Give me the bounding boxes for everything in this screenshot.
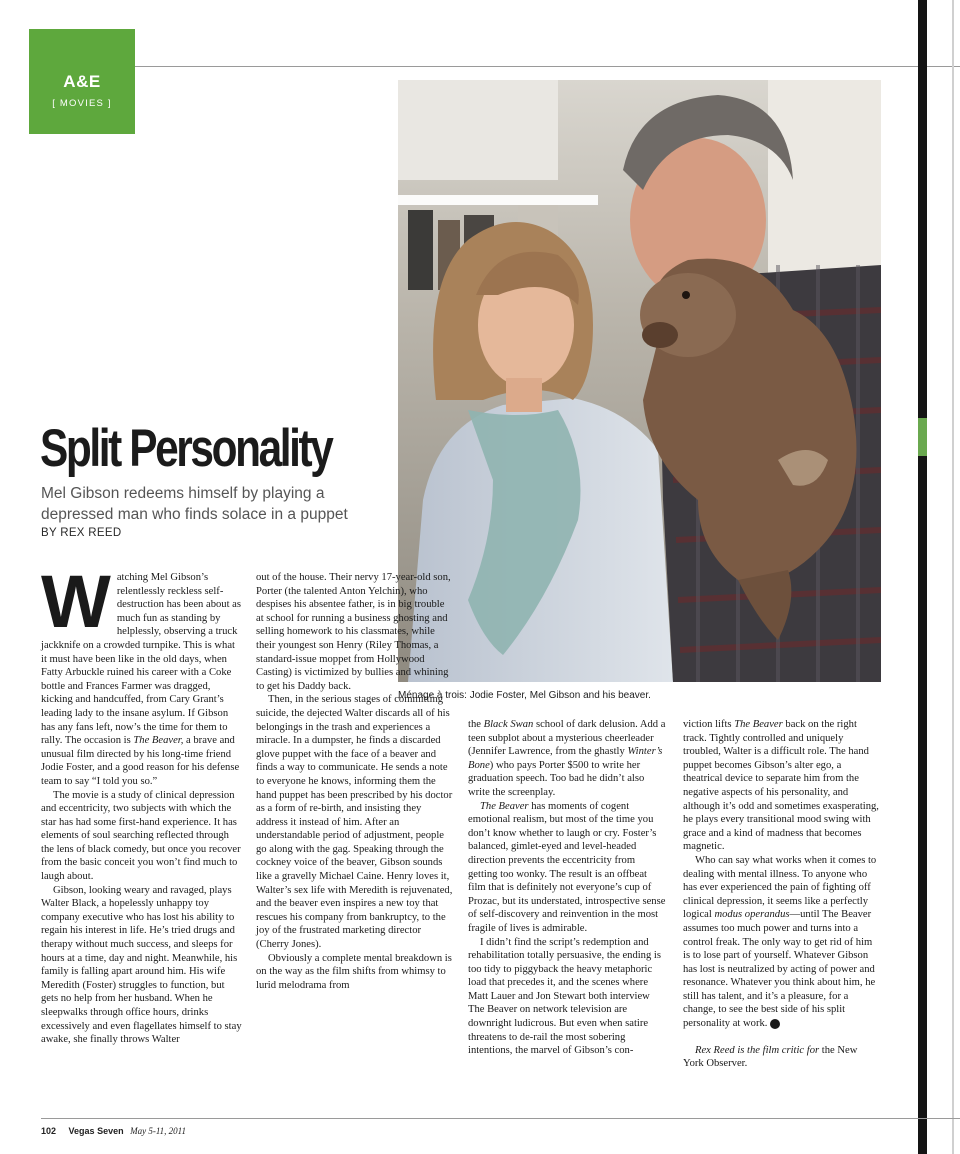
paragraph: Gibson, looking weary and ravaged, plays Walter Black, a hopelessly unhappy toy company executive who has lost his ability to regain his interest in life. He’s tried drugs and therapy without much success, and sleeps for hours at a time, day and night. Meanwhile, his family is falling apart around him. His wife Meredith (Foster) struggles to function, but gets no help from her husband. When he sleepwalks through office hours, drinks excessively and even flagellates himself to stay awake, she finally throws Walter (41, 884, 242, 1046)
page-number: 102 (41, 1126, 57, 1136)
paragraph: the Black Swan school of dark delusion. Add a teen subplot about a mysterious cheerleader (Jennifer Lawrence, from the ghastly Winter’s Bone) who pays Porter $500 to write her graduation speech. Too bad he didn’t also write the screenplay. (468, 719, 666, 798)
page-edge-line (952, 0, 954, 1154)
paragraph: Obviously a complete mental breakdown is on the way as the film shifts from whimsy to lurid melodrama from (256, 952, 452, 991)
paragraph: viction lifts The Beaver back on the right track. Tightly controlled and uniquely troubled, Walter is a difficult role. The hand puppet becomes Gibson’s alter ego, a theatrical device to separate him from the negative aspects of his personality, and although it’s odd and sometimes exasperating, he plays every transitional mood swing with grace and a kind of madness that becomes magnetic. (683, 719, 879, 853)
article-column-3 (468, 718, 666, 1058)
section-tab (29, 29, 135, 134)
author-note: Rex Reed is the film critic for the New York Observer. (683, 1044, 858, 1070)
article-column-4 (683, 718, 880, 1071)
section-label: A&E (63, 72, 101, 91)
article-photo (398, 80, 881, 682)
paragraph: The movie is a study of clinical depression and eccentricity, two subjects with which the star has had some first-hand experience. It has elements of soul searching reflected through the lens of black comedy, but once you recover from the basic conceit you won’t find much to laugh about. (41, 789, 241, 883)
section-sublabel: [ MOVIES ] (52, 98, 112, 109)
magazine-name: Vegas Seven (68, 1126, 124, 1136)
paragraph: Who can say what works when it comes to dealing with mental illness. To anyone who has ever experienced the pain of fighting off clinical depression, it seems like a perfectly logical modus operandus—until The Beaver assumes too much power and turns into a control freak. The only way to get rid of him is to lose part of yourself. Whatever Gibson has lost is neutralized by acting of power and resonance. Whatever you think about him, he still has talent, and it’s a pleasure, for a change, to see the best side of his split personality at work. 7 (683, 854, 877, 1030)
page-edge-marker (918, 418, 927, 456)
drop-cap: W (41, 560, 111, 643)
paragraph: Watching Mel Gibson’s relentlessly reckless self-destruction has been about as much fun as standing by helplessly, observing a truck jackknife on a crowded turnpike. This is what it must have been like in the old days, when Fatty Arbuckle ruined his career with a Coke bottle and Frances Farmer was dragged, kicking and handcuffed, from Cary Grant’s leading lady to the insane asylum. If Gibson has any fans left, now’s the time for them to rally. The occasion is The Beaver, a brave and unusual film directed by his long-time friend Jodie Foster, and a good reason for his defense team to say “I told you so.” (41, 560, 242, 787)
issue-date: May 5-11, 2011 (130, 1126, 187, 1136)
paragraph: I didn’t find the script’s redemption and rehabilitation totally persuasive, the ending is too tidy to piggyback the heavy metaphoric load that precedes it, and the scenes where Matt Lauer and Jon Stewart both interview The Beaver on network television are downright ludicrous. But even when satire threatens to de-rail the most sobering intentions, the marvel of Gibson’s con- (468, 936, 661, 1057)
footer-rule (41, 1118, 960, 1119)
article-column-2 (256, 571, 454, 992)
byline: BY REX REED (41, 527, 122, 539)
dek: Mel Gibson redeems himself by playing a depressed man who finds solace in a puppet (41, 485, 348, 523)
paragraph: Then, in the serious stages of committing suicide, the dejected Walter discards all of his belongings in the trash and experiences a miracle. In a dumpster, he finds a discarded glove puppet with the face of a beaver and finds a way to communicate. He sends a note to everyone he knows, informing them the hand puppet has been prescribed by his doctor as a form of re-birth, and insisting they address it instead of him. After an understandable period of adjustment, people go along with the gag. Speaking through the cockney voice of the beaver, Gibson sounds like a gravelly Michael Caine. Henry loves it, Walter’s sex life with Meredith is rejuvenated, and the beaver even inspires a new toy that rescues his company from bankruptcy, to the joy of the frustrated marketing director (Cherry Jones). (256, 694, 453, 951)
end-mark-icon: 7 (770, 1019, 780, 1029)
photo-caption: Ménage à trois: Jodie Foster, Mel Gibson and his beaver. (398, 690, 651, 701)
article-column-1 (41, 560, 242, 1047)
page-footer (41, 1126, 186, 1136)
paragraph: The Beaver has moments of cogent emotional realism, but most of the time you don’t know whether to laugh or cry. Foster’s balanced, gimlet-eyed and level-headed direction prevents the eccentricity from getting too wonky. The result is an offbeat film that is definitely not everyone’s cup of Prozac, but its understated, introspective sense of self-discovery and reinvention in the most fragile of lives is admirable. (468, 800, 666, 934)
page-edge-bar (918, 0, 927, 1154)
top-rule (134, 66, 960, 67)
headline: Split Personality (40, 419, 332, 478)
paragraph: out of the house. Their nervy 17-year-old son, Porter (the talented Anton Yelchin), who despises his absentee father, is in big trouble at school for running a business ghosting and selling homework to his classmates, while their youngest son Henry (Riley Thomas, a standard-issue moppet from Hollywood Casting) is victimized by bullies and whining to get his Daddy back. (256, 572, 451, 692)
